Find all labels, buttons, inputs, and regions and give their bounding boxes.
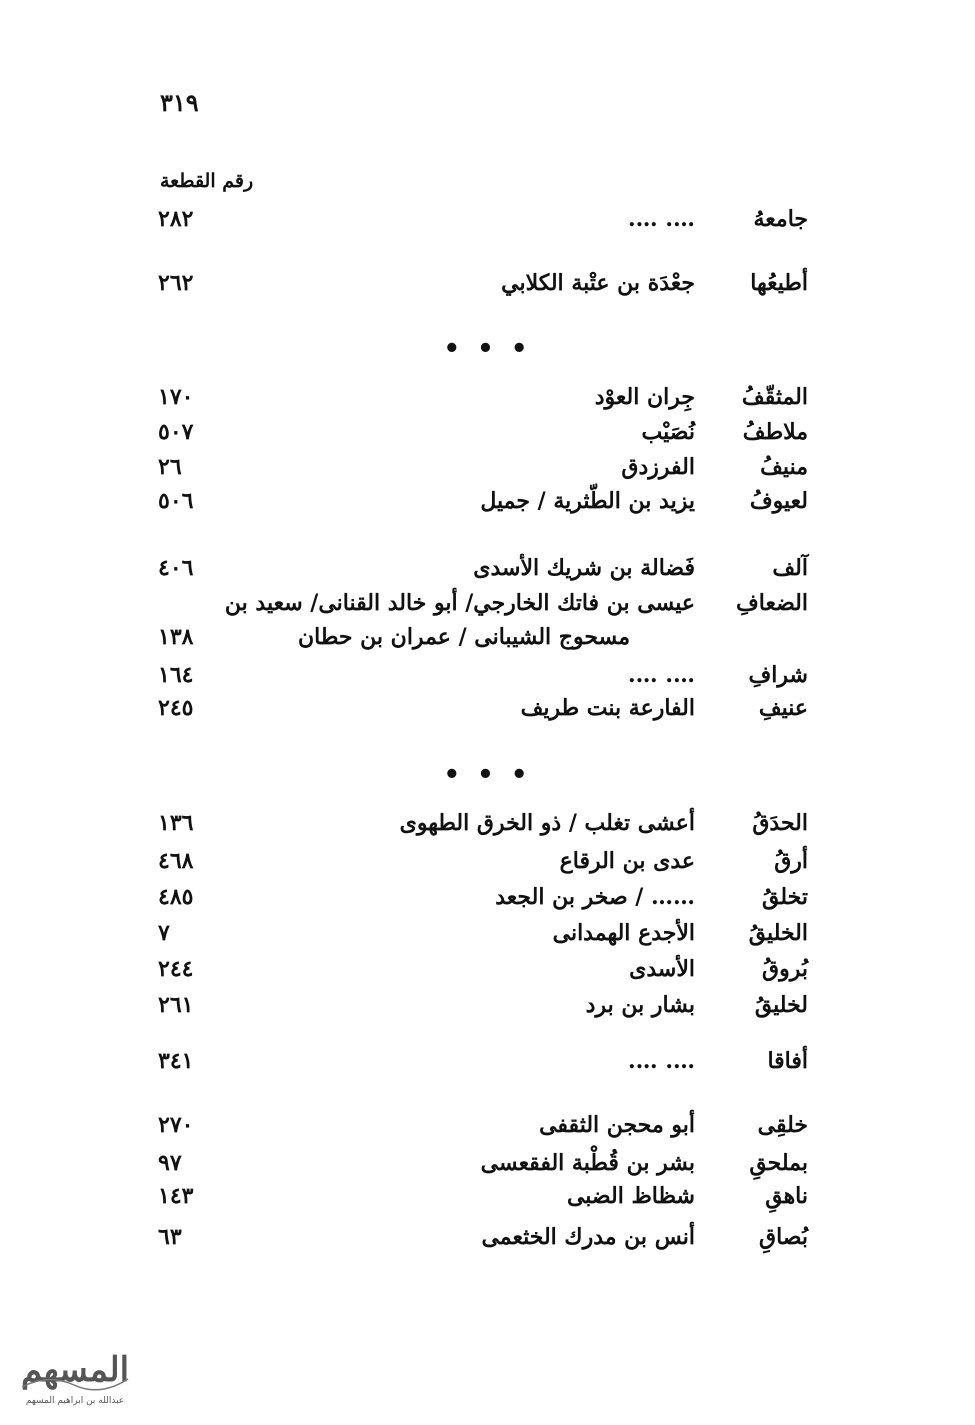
rhyme-word: جامعهُ xyxy=(753,206,808,232)
poet-name: …… / صخر بن الجعد xyxy=(495,884,695,910)
piece-number: ١٧٠ xyxy=(158,384,194,410)
rhyme-word: أفاقا xyxy=(767,1048,808,1074)
index-row xyxy=(0,1183,975,1215)
index-row xyxy=(0,419,975,451)
poet-name: …. …. xyxy=(628,206,695,232)
rhyme-word: شرافِ xyxy=(748,662,808,688)
poet-name: عدى بن الرقاع xyxy=(559,848,695,874)
rhyme-word: عنيفِ xyxy=(758,695,808,721)
piece-number: ١٤٣ xyxy=(158,1183,194,1209)
poet-name-continued: مسحوج الشيبانى / عمران بن حطان xyxy=(297,624,630,650)
index-row xyxy=(0,1112,975,1144)
poet-name: أبو محجن الثقفى xyxy=(539,1112,695,1138)
rhyme-word: تخلقُ xyxy=(762,884,808,910)
poet-name: جِران العوْد xyxy=(594,384,695,410)
piece-number: ٤٠٦ xyxy=(158,555,194,581)
piece-number: ١٦٤ xyxy=(158,662,194,688)
poet-name: جعْدَة بن عتْبة الكلابي xyxy=(501,270,695,296)
index-row xyxy=(0,270,975,302)
piece-number: ٢٨٢ xyxy=(158,206,194,232)
index-row xyxy=(0,695,975,727)
piece-number: ١٣٦ xyxy=(158,810,194,836)
poet-name: يزيد بن الطّثرية / جميل xyxy=(480,488,695,514)
poet-name: أعشى تغلب / ذو الخرق الطهوى xyxy=(399,810,695,836)
poet-name: …. …. xyxy=(628,1048,695,1074)
poet-name: عيسى بن فاتك الخارجي/ أبو خالد القنانى/ سعيد بن xyxy=(224,590,695,616)
rhyme-word: لخليقُ xyxy=(754,992,808,1018)
calligraphy-watermark-logo xyxy=(8,1335,143,1410)
section-separator: • • • xyxy=(443,760,532,790)
index-row xyxy=(0,956,975,988)
poet-name: الفرزدق xyxy=(621,454,695,480)
piece-number: ٧ xyxy=(158,920,170,946)
poet-name: الأسدى xyxy=(629,956,695,982)
index-row xyxy=(0,488,975,520)
index-row xyxy=(0,555,975,587)
rhyme-word: ملاطفُ xyxy=(742,419,808,445)
index-row xyxy=(0,1224,975,1256)
rhyme-word: آلف xyxy=(772,555,808,581)
rhyme-word: خلقِى xyxy=(757,1112,808,1138)
index-row xyxy=(0,920,975,952)
rhyme-word: الضعافِ xyxy=(735,590,808,616)
poet-name: الأجدع الهمدانى xyxy=(552,920,695,946)
section-separator: • • • xyxy=(443,334,532,364)
rhyme-word: أطيعُها xyxy=(750,270,808,296)
index-row xyxy=(0,206,975,238)
rhyme-word: بُصاقِ xyxy=(759,1224,808,1250)
column-header: رقم القطعة xyxy=(160,170,254,192)
piece-number: ٢٦١ xyxy=(158,992,194,1018)
rhyme-word: منيفُ xyxy=(760,454,808,480)
piece-number: ٣٤١ xyxy=(158,1048,194,1074)
index-row xyxy=(0,1048,975,1080)
piece-number: ٥٠٦ xyxy=(158,488,194,514)
piece-number: ٤٦٨ xyxy=(158,848,194,874)
rhyme-word: ناهقِ xyxy=(765,1183,808,1209)
index-row xyxy=(0,384,975,416)
index-row xyxy=(0,624,975,656)
piece-number: ٢٧٠ xyxy=(158,1112,194,1138)
poet-name: الفارعة بنت طريف xyxy=(520,695,695,721)
index-row xyxy=(0,662,975,694)
piece-number: ٢٦٢ xyxy=(158,270,194,296)
piece-number: ٢٤٤ xyxy=(158,956,194,982)
watermark-main-text: المسهم xyxy=(20,1350,130,1390)
index-row xyxy=(0,810,975,842)
index-row xyxy=(0,992,975,1024)
index-row xyxy=(0,848,975,880)
watermark-sub-text: عبدالله بن ابراهيم المسهم xyxy=(25,1396,125,1406)
index-row xyxy=(0,454,975,486)
rhyme-word: المثقّفُ xyxy=(741,384,808,410)
poet-name: فَضالة بن شريك الأسدى xyxy=(473,555,695,581)
poet-name: …. …. xyxy=(628,662,695,688)
poet-name: أنس بن مدرك الخثعمى xyxy=(481,1224,695,1250)
piece-number: ٦٣ xyxy=(158,1224,182,1250)
piece-number: ٥٠٧ xyxy=(158,419,194,445)
piece-number: ٢٤٥ xyxy=(158,695,194,721)
rhyme-word: أرقُ xyxy=(774,848,808,874)
index-row xyxy=(0,884,975,916)
rhyme-word: لعيوفُ xyxy=(749,488,808,514)
poet-name: بشر بن قُطْبة الفقعسى xyxy=(480,1150,695,1176)
rhyme-word: الحدَقُ xyxy=(752,810,808,836)
piece-number: ٤٨٥ xyxy=(158,884,194,910)
rhyme-word: الخليقُ xyxy=(748,920,808,946)
poet-name: نُصَيْب xyxy=(641,419,695,445)
poet-name: بشار بن برد xyxy=(585,992,695,1018)
rhyme-word: بُروقُ xyxy=(762,956,808,982)
index-row xyxy=(0,590,975,622)
piece-number: ٩٧ xyxy=(158,1150,182,1176)
index-row xyxy=(0,1150,975,1182)
rhyme-word: بملحقِ xyxy=(749,1150,808,1176)
poet-name: شظاظ الضبى xyxy=(566,1183,695,1209)
page-number: ٣١٩ xyxy=(160,88,199,117)
piece-number: ١٣٨ xyxy=(158,624,194,650)
piece-number: ٢٦ xyxy=(158,454,182,480)
